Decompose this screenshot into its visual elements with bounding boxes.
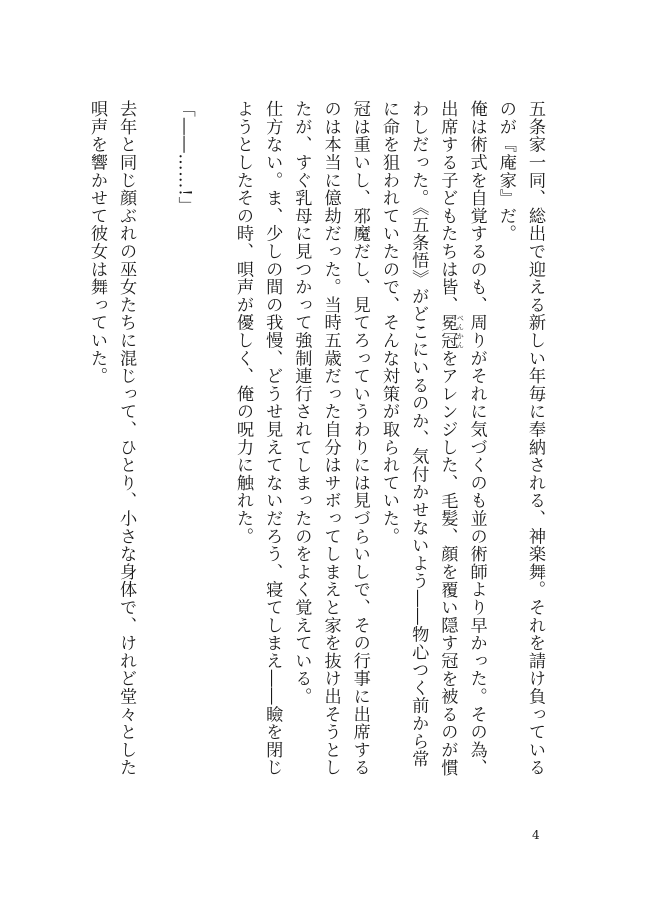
paragraph-3: 冠は重いし、邪魔だし、見てろっていうわりには見づらいしで、その行事に出席するのは本当に億劫だった。当時五歳だった自分はサボってしまえと家を抜け出そうとしたが、すぐ乳母に見つかって強制連行されてしまったのをよく覚えている。 [291, 100, 370, 777]
ruby-word [437, 313, 465, 350]
blank-line-2 [140, 100, 169, 780]
ruby-base: 冕冠 [437, 313, 458, 350]
paragraph-2-text: 俺は術式を自覚するのも、周りがそれに気づくのも並の術師より早かった。その為、出席する子どもたちは皆、 [437, 100, 487, 777]
paragraph-4: 仕方ない。ま、少しの間の我慢、どうせ見えてないだろう、寝てしまえ――瞼を閉じようとしたその時、唄声が優しく、俺の呪力に触れた。 [232, 100, 283, 777]
page-number: 4 [532, 828, 540, 842]
paragraph-5: 去年と同じ顔ぶれの巫女たちに混じって、ひとり、小さな身体で、けれど堂々とした唄声を響かせて彼女は舞っていた。 [86, 100, 137, 777]
paragraph-1: 五条家一同、総出で迎える新しい年毎に奉納される、神楽舞。それを請け負っているのが『庵家』だ。 [495, 100, 545, 777]
ruby-reading: べんかん [456, 313, 465, 350]
vertical-text-body [86, 100, 549, 780]
blank-line [199, 100, 228, 780]
paragraph-2 [374, 100, 491, 780]
paragraph-2-continued: をアレンジした、毛髪、顔を覆い隠す冠を被るのが慣わしだった。《五条悟》がどこにいるのか、気付かせないよう――物心つく前から常に命を狙われていたので、そんな対策が取られていた。 [378, 100, 458, 777]
dialogue-line: 「――……!」 [174, 100, 195, 215]
